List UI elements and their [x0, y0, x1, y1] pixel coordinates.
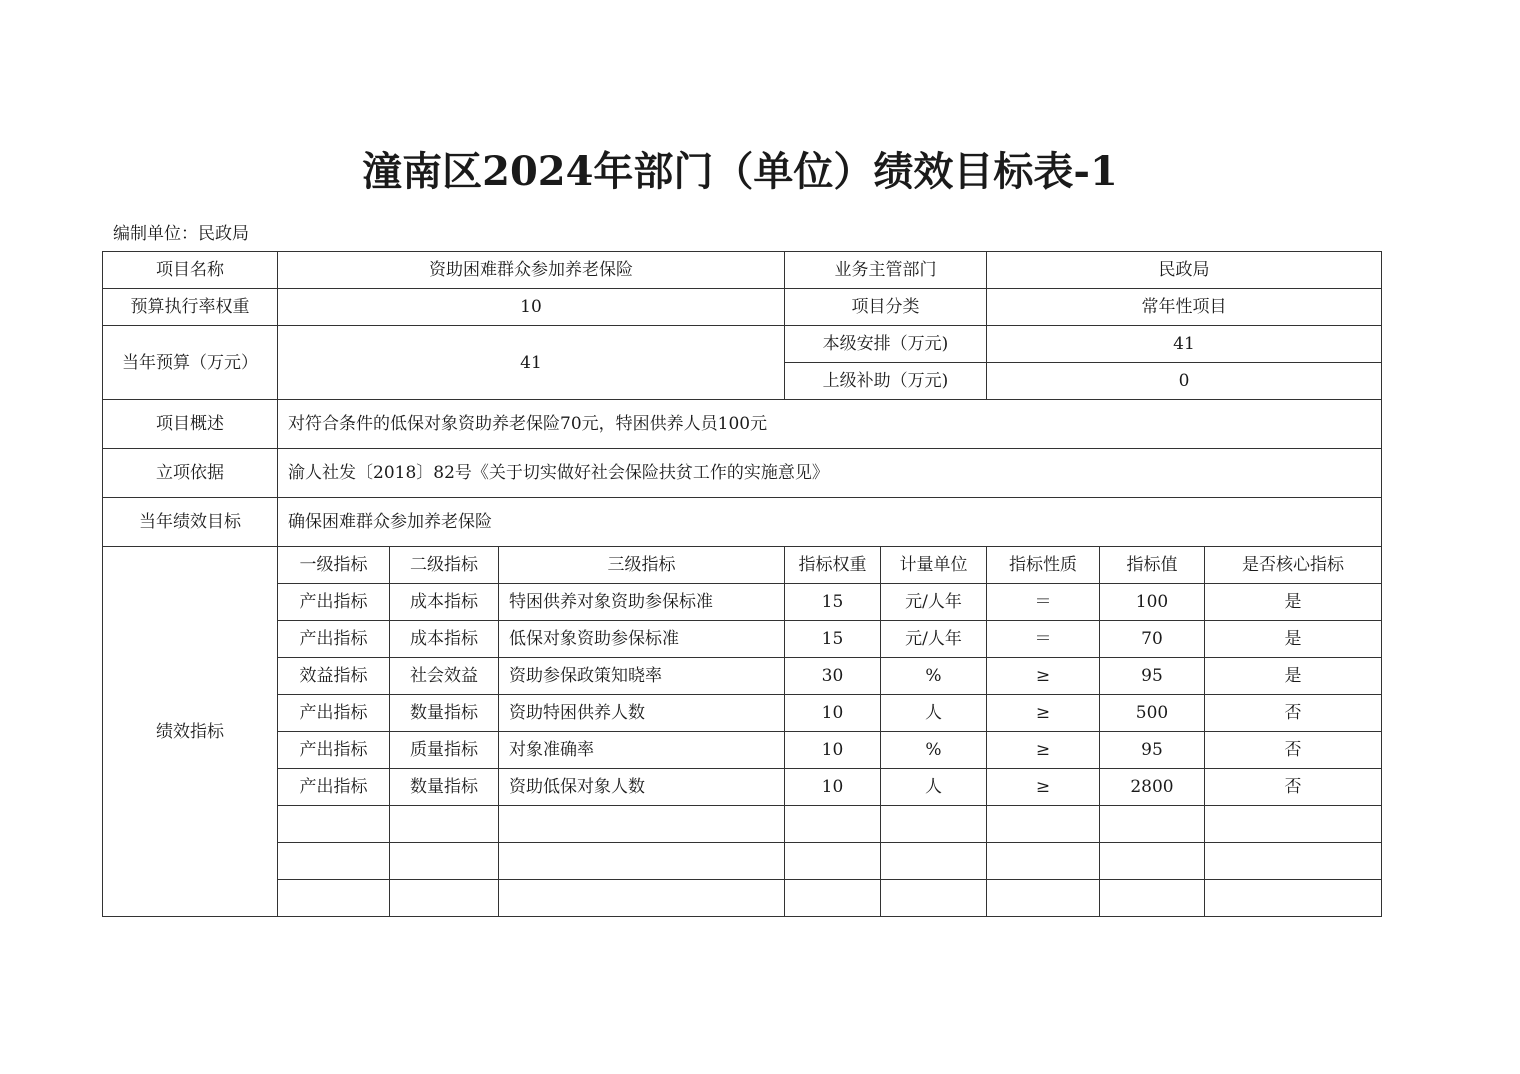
level3-cell: 低保对象资助参保标准 [499, 621, 785, 658]
row-budget-local [103, 326, 1382, 363]
header-level1: 一级指标 [278, 547, 390, 584]
local-label: 本级安排（万元) [785, 326, 987, 363]
project-name-value: 资助困难群众参加养老保险 [278, 252, 785, 289]
level3-cell: 对象准确率 [499, 732, 785, 769]
core-cell: 否 [1205, 769, 1382, 806]
row-budget-rate [103, 289, 1382, 326]
header-value: 指标值 [1100, 547, 1205, 584]
value-cell: 95 [1100, 658, 1205, 695]
level2-cell: 数量指标 [390, 769, 499, 806]
header-weight: 指标权重 [785, 547, 881, 584]
header-unit: 计量单位 [881, 547, 987, 584]
level3-cell: 资助特困供养人数 [499, 695, 785, 732]
header-level3: 三级指标 [499, 547, 785, 584]
header-nature: 指标性质 [987, 547, 1100, 584]
budget-rate-label: 预算执行率权重 [103, 289, 278, 326]
core-cell: 否 [1205, 695, 1382, 732]
core-cell: 是 [1205, 584, 1382, 621]
budget-value: 41 [278, 326, 785, 400]
overview-value: 对符合条件的低保对象资助养老保险70元，特困供养人员100元 [278, 400, 1382, 449]
level3-cell: 特困供养对象资助参保标准 [499, 584, 785, 621]
core-cell: 是 [1205, 621, 1382, 658]
level1-cell: 效益指标 [278, 658, 390, 695]
performance-target-table [102, 251, 1382, 917]
empty-row [103, 843, 1382, 880]
value-cell: 100 [1100, 584, 1205, 621]
header-level2: 二级指标 [390, 547, 499, 584]
nature-cell: ≥ [987, 732, 1100, 769]
project-name-label: 项目名称 [103, 252, 278, 289]
unit-cell: % [881, 732, 987, 769]
table-row [103, 732, 1382, 769]
core-cell: 是 [1205, 658, 1382, 695]
perf-label: 绩效指标 [103, 547, 278, 917]
weight-cell: 10 [785, 769, 881, 806]
page-title: 潼南区2024年部门（单位）绩效目标表-1 [362, 148, 1118, 195]
level3-cell: 资助参保政策知晓率 [499, 658, 785, 695]
level1-cell: 产出指标 [278, 695, 390, 732]
weight-cell: 30 [785, 658, 881, 695]
basis-value: 渝人社发〔2018〕82号《关于切实做好社会保险扶贫工作的实施意见》 [278, 449, 1382, 498]
level1-cell: 产出指标 [278, 732, 390, 769]
budget-label: 当年预算（万元） [103, 326, 278, 400]
unit-cell: % [881, 658, 987, 695]
value-cell: 500 [1100, 695, 1205, 732]
unit-cell: 人 [881, 769, 987, 806]
unit-cell: 元/人年 [881, 621, 987, 658]
dept-label: 业务主管部门 [785, 252, 987, 289]
weight-cell: 15 [785, 584, 881, 621]
row-overview [103, 400, 1382, 449]
nature-cell: ＝ [987, 584, 1100, 621]
local-value: 41 [987, 326, 1382, 363]
level1-cell: 产出指标 [278, 769, 390, 806]
empty-row [103, 806, 1382, 843]
empty-row [103, 880, 1382, 917]
table-row [103, 769, 1382, 806]
overview-label: 项目概述 [103, 400, 278, 449]
category-value: 常年性项目 [987, 289, 1382, 326]
category-label: 项目分类 [785, 289, 987, 326]
nature-cell: ≥ [987, 769, 1100, 806]
weight-cell: 15 [785, 621, 881, 658]
level2-cell: 成本指标 [390, 621, 499, 658]
unit-cell: 人 [881, 695, 987, 732]
value-cell: 2800 [1100, 769, 1205, 806]
table-row [103, 621, 1382, 658]
nature-cell: ≥ [987, 658, 1100, 695]
weight-cell: 10 [785, 732, 881, 769]
budget-rate-value: 10 [278, 289, 785, 326]
row-basis [103, 449, 1382, 498]
weight-cell: 10 [785, 695, 881, 732]
level1-cell: 产出指标 [278, 621, 390, 658]
compiling-unit: 编制单位：民政局 [113, 224, 249, 244]
upper-value: 0 [987, 363, 1382, 400]
goal-value: 确保困难群众参加养老保险 [278, 498, 1382, 547]
upper-label: 上级补助（万元) [785, 363, 987, 400]
indicator-header-row [103, 547, 1382, 584]
goal-label: 当年绩效目标 [103, 498, 278, 547]
basis-label: 立项依据 [103, 449, 278, 498]
level1-cell: 产出指标 [278, 584, 390, 621]
row-project-name [103, 252, 1382, 289]
dept-value: 民政局 [987, 252, 1382, 289]
table-row [103, 584, 1382, 621]
table-row [103, 695, 1382, 732]
level2-cell: 成本指标 [390, 584, 499, 621]
value-cell: 70 [1100, 621, 1205, 658]
nature-cell: ≥ [987, 695, 1100, 732]
unit-cell: 元/人年 [881, 584, 987, 621]
level2-cell: 质量指标 [390, 732, 499, 769]
level2-cell: 社会效益 [390, 658, 499, 695]
header-core: 是否核心指标 [1205, 547, 1382, 584]
level3-cell: 资助低保对象人数 [499, 769, 785, 806]
row-goal [103, 498, 1382, 547]
core-cell: 否 [1205, 732, 1382, 769]
value-cell: 95 [1100, 732, 1205, 769]
level2-cell: 数量指标 [390, 695, 499, 732]
nature-cell: ＝ [987, 621, 1100, 658]
table-row [103, 658, 1382, 695]
